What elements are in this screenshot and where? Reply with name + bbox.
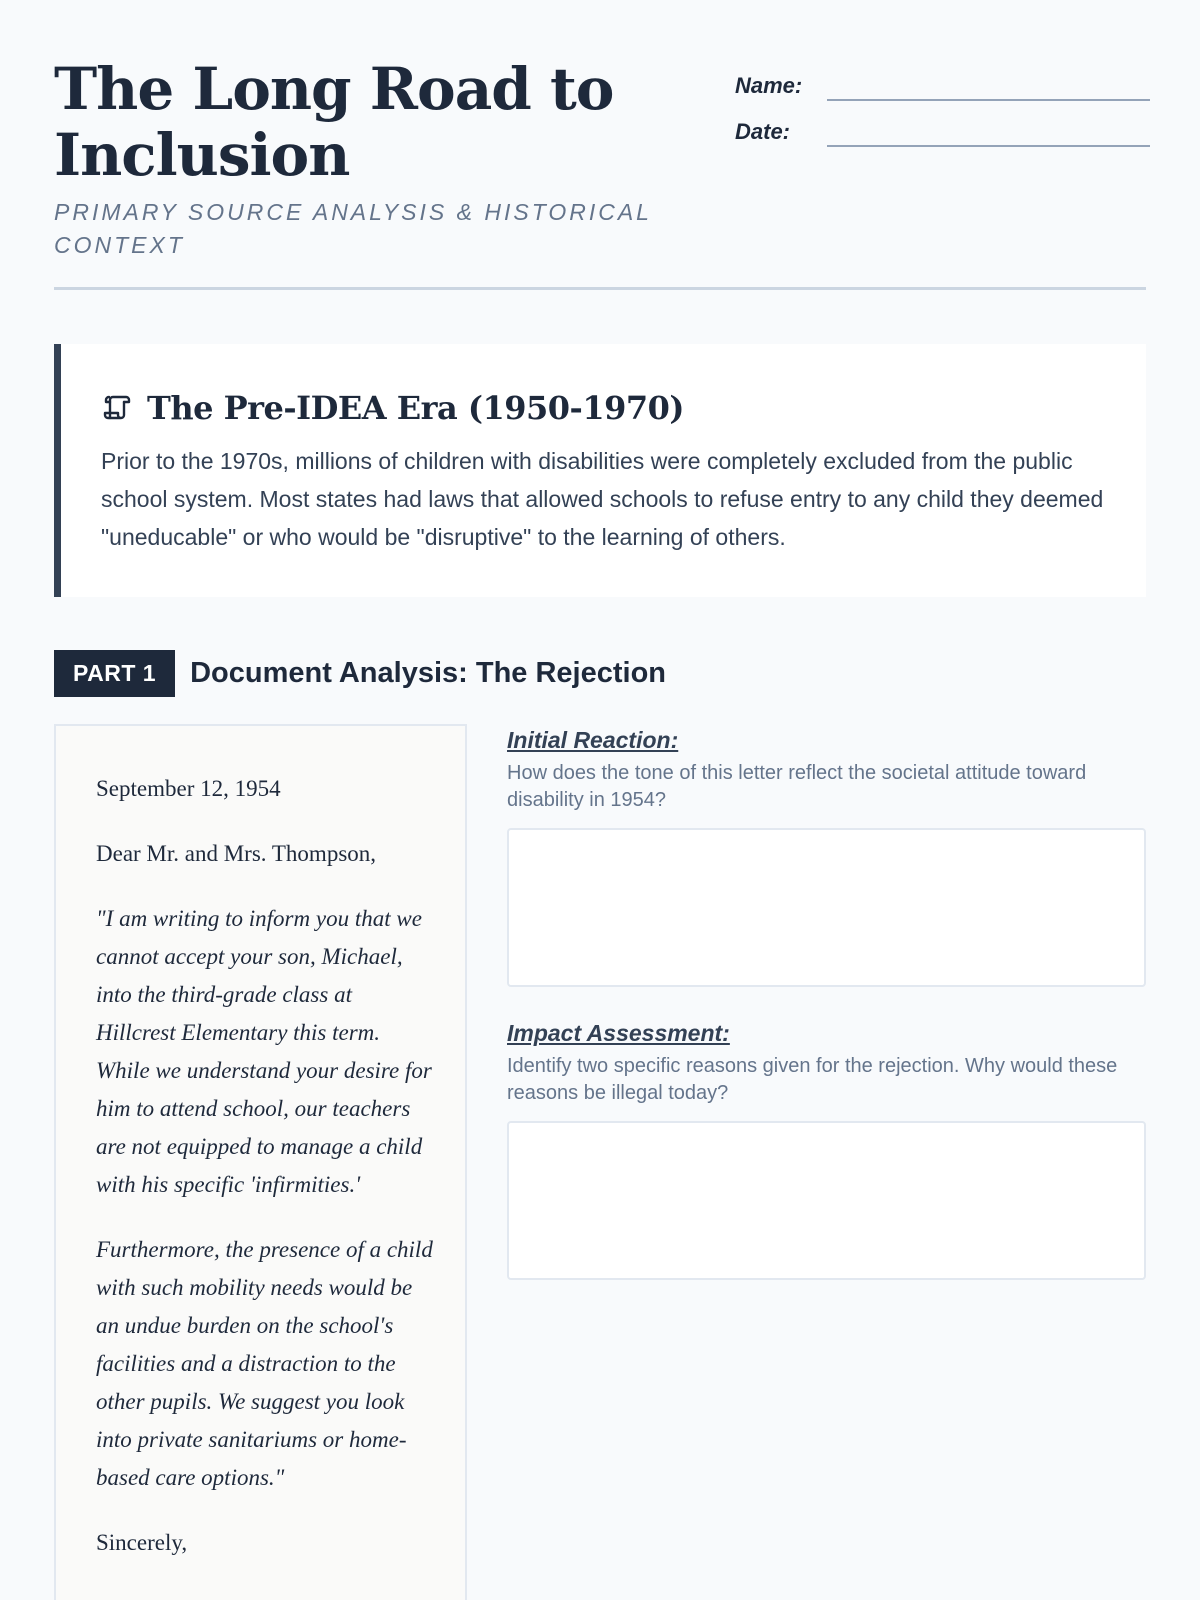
question-impact-assessment bbox=[507, 1017, 1146, 1280]
letter-closing: Sincerely, bbox=[96, 1530, 188, 1555]
part-badge: PART 1 bbox=[54, 650, 175, 697]
callout-heading bbox=[101, 388, 1106, 428]
date-row bbox=[735, 101, 1150, 147]
historical-context-callout bbox=[54, 344, 1146, 597]
name-field[interactable] bbox=[827, 71, 1150, 101]
part-1-heading bbox=[54, 650, 666, 697]
callout-text: Prior to the 1970s, millions of children with disabilities were completely excluded from the public school system. Most states had laws that allowed schools to refuse entry to any child they deemed "uneducable" or who would be "disruptive" to the learning of others. bbox=[101, 448, 1104, 550]
answer-box-impact-assessment[interactable] bbox=[507, 1121, 1146, 1280]
question-initial-reaction bbox=[507, 724, 1146, 987]
question-label: Initial Reaction: bbox=[507, 727, 679, 753]
name-label: Name: bbox=[735, 73, 803, 98]
analysis-questions bbox=[507, 724, 1146, 1310]
page-subtitle: PRIMARY SOURCE ANALYSIS & HISTORICAL CONTEXT bbox=[54, 199, 652, 258]
scroll-icon bbox=[101, 392, 133, 424]
letter-greeting: Dear Mr. and Mrs. Thompson, bbox=[96, 841, 377, 866]
answer-box-initial-reaction[interactable] bbox=[507, 828, 1146, 987]
letter-paragraph-2: Furthermore, the presence of a child with such mobility needs would be an undue burden on the school's facilities and a distraction to the other pupils. We suggest you look into private sanitariums or home-based care options." bbox=[96, 1237, 433, 1490]
primary-source-letter bbox=[54, 724, 467, 1600]
question-label: Impact Assessment: bbox=[507, 1020, 730, 1046]
student-info bbox=[735, 55, 1150, 147]
worksheet-header bbox=[54, 0, 1146, 290]
question-prompt: How does the tone of this letter reflect the societal attitude toward disability in 1954? bbox=[507, 762, 1087, 811]
letter-paragraph-1: "I am writing to inform you that we cannot accept your son, Michael, into the third-grade class at Hillcrest Elementary this term. While we understand your desire for him to attend school, our teachers are not equipped to manage a child with his specific 'infirmities.' bbox=[96, 906, 432, 1197]
date-label: Date: bbox=[735, 119, 791, 144]
callout-title: The Pre-IDEA Era (1950-1970) bbox=[147, 389, 685, 427]
date-field[interactable] bbox=[827, 117, 1150, 147]
letter-date: September 12, 1954 bbox=[96, 776, 281, 801]
page-title: The Long Road to Inclusion bbox=[54, 55, 614, 189]
question-prompt: Identify two specific reasons given for the rejection. Why would these reasons be illegal today? bbox=[507, 1055, 1118, 1104]
part-title: Document Analysis: The Rejection bbox=[190, 657, 667, 689]
name-row bbox=[735, 55, 1150, 101]
